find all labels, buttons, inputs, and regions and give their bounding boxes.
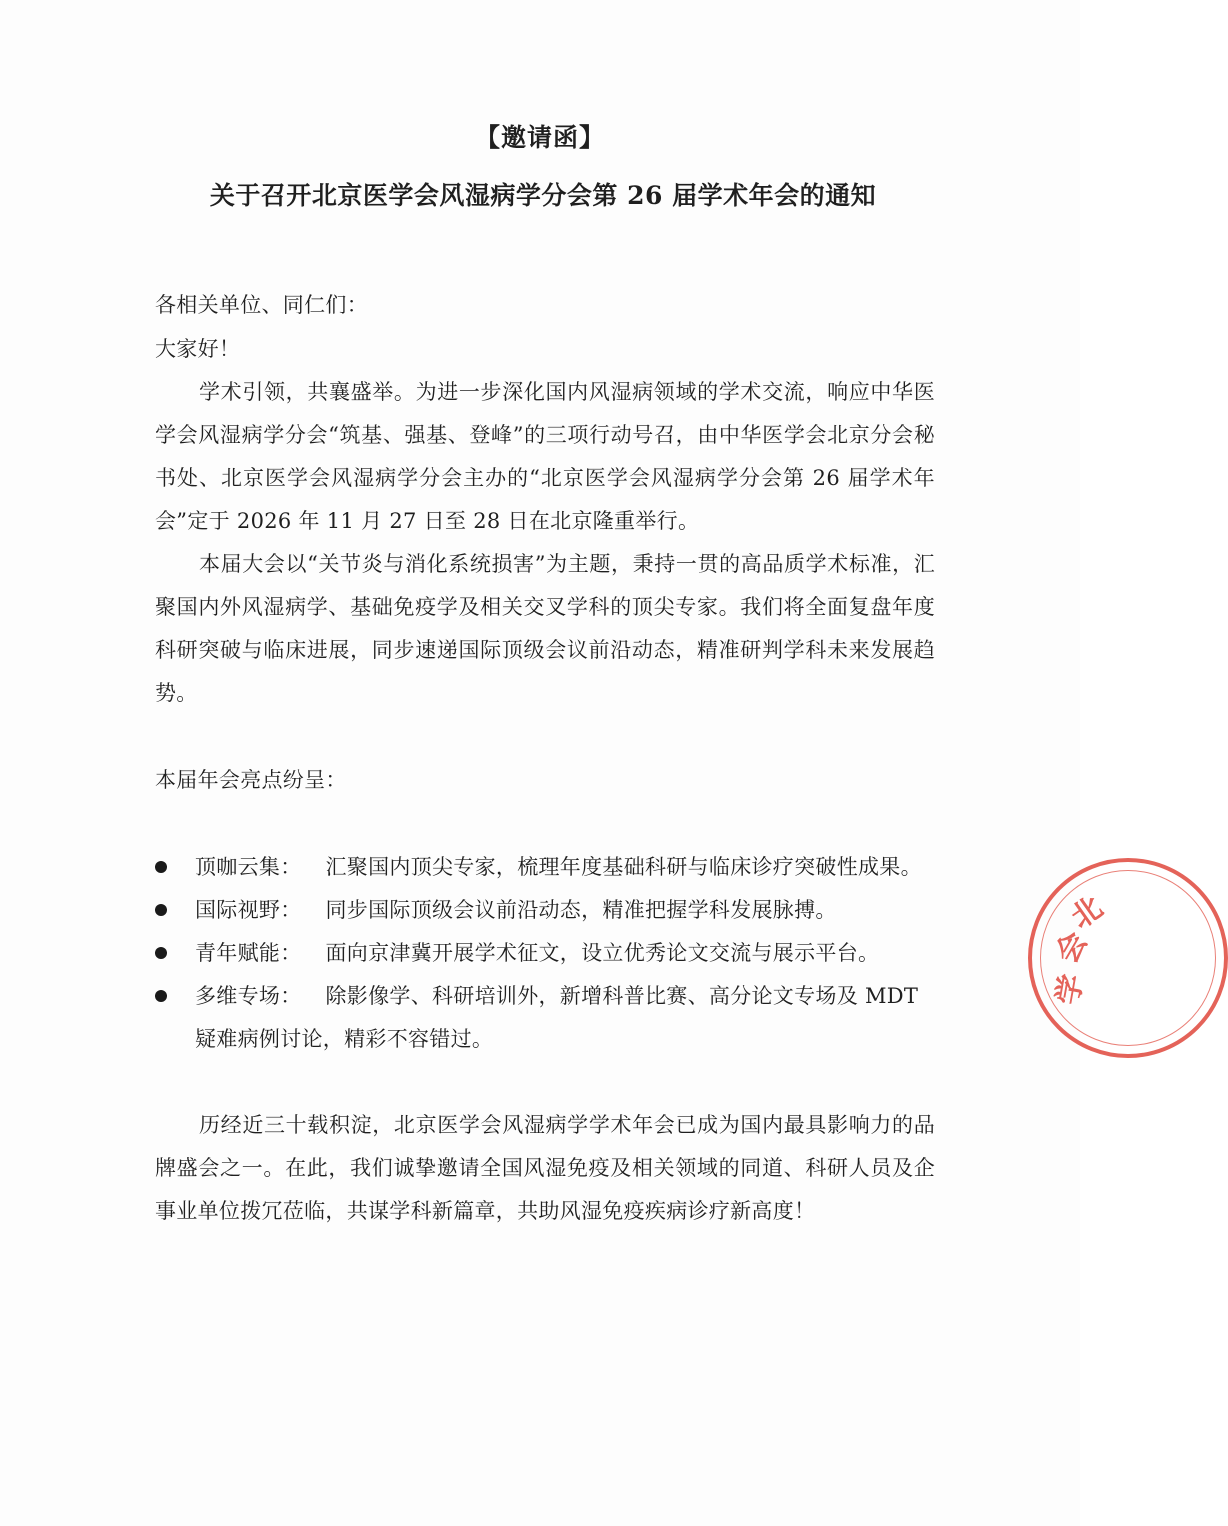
document-title: 【邀请函】 bbox=[474, 123, 605, 152]
bullet-icon bbox=[155, 990, 167, 1002]
paragraph-intro: 学术引领，共襄盛举。为进一步深化国内风湿病领域的学术交流，响应中华医学会风湿病学分会“筑基、强基、登峰”的三项行动号召，由中华医学会北京分会秘书处、北京医学会风湿病学分会主办的“北京医学会风湿病学分会第 26 届学术年会”定于 2026 年 11 月 27 日至 28 日在北京隆重举行。 bbox=[155, 380, 935, 533]
bullet-icon bbox=[155, 947, 167, 959]
highlight-text: 除影像学、科研培训外，新增科普比赛、高分论文专场及 MDT 疑难病例讨论，精彩不容错过。 bbox=[195, 984, 919, 1051]
highlight-text: 汇聚国内顶尖专家，梳理年度基础科研与临床诊疗突破性成果。 bbox=[325, 855, 922, 879]
seal-char: 会 bbox=[1049, 926, 1095, 970]
greeting: 大家好！ bbox=[155, 337, 241, 361]
highlight-label: 国际视野： bbox=[195, 898, 302, 922]
seal-char: 学 bbox=[1050, 971, 1091, 1008]
highlight-text: 同步国际顶级会议前沿动态，精准把握学科发展脉搏。 bbox=[325, 898, 837, 922]
seal-char: 北 bbox=[1064, 889, 1110, 936]
paragraph-closing: 历经近三十载积淀，北京医学会风湿病学学术年会已成为国内最具影响力的品牌盛会之一。在此，我们诚挚邀请全国风湿免疫及相关领域的同道、科研人员及企事业单位拨冗莅临，共谋学科新篇章，共助风湿免疫疾病诊疗新高度！ bbox=[155, 1113, 935, 1223]
list-item bbox=[155, 846, 940, 889]
document-subtitle: 关于召开北京医学会风湿病学分会第 26 届学术年会的通知 bbox=[209, 181, 877, 210]
paragraph-theme: 本届大会以“关节炎与消化系统损害”为主题，秉持一贯的高品质学术标准，汇聚国内外风湿病学、基础免疫学及相关交叉学科的顶尖专家。我们将全面复盘年度科研突破与临床进展，同步速递国际顶级会议前沿动态，精准研判学科未来发展趋势。 bbox=[155, 552, 935, 705]
highlight-label: 青年赋能： bbox=[195, 941, 302, 965]
highlight-label: 顶咖云集： bbox=[195, 855, 302, 879]
list-item bbox=[155, 932, 940, 975]
bullet-icon bbox=[155, 904, 167, 916]
highlights-heading: 本届年会亮点纷呈： bbox=[155, 768, 347, 792]
salutation: 各相关单位、同仁们： bbox=[155, 293, 368, 317]
bullet-icon bbox=[155, 861, 167, 873]
official-seal bbox=[1028, 858, 1228, 1058]
highlight-label: 多维专场： bbox=[195, 984, 302, 1008]
list-item bbox=[155, 975, 940, 1061]
highlight-text: 面向京津冀开展学术征文，设立优秀论文交流与展示平台。 bbox=[325, 941, 880, 965]
list-item bbox=[155, 889, 940, 932]
highlights-list bbox=[155, 846, 940, 1061]
